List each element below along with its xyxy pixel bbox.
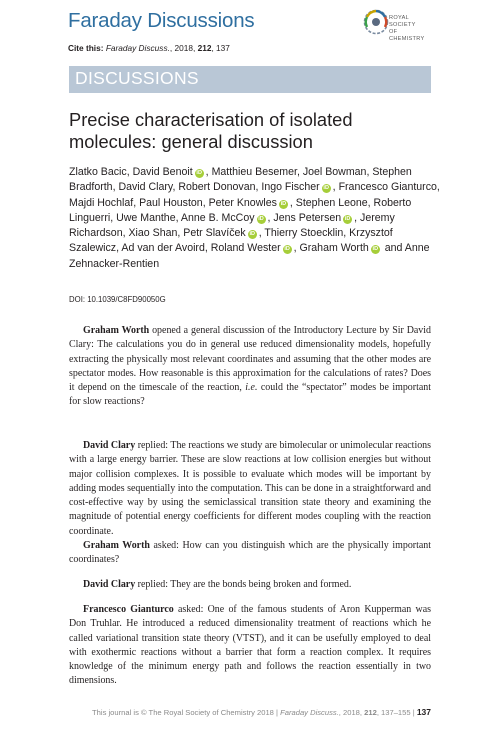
paragraph-3 <box>69 539 431 568</box>
article-title: Precise characterisation of isolated molecules: general discussion <box>69 109 353 152</box>
author-name: Ingo Fischer <box>261 181 320 194</box>
paragraph-2 <box>69 439 431 539</box>
footer-separator: | <box>410 708 417 717</box>
orcid-icon[interactable]: iD <box>196 170 202 176</box>
rsc-logo <box>363 8 433 52</box>
citation-line <box>68 43 230 53</box>
footer-volume: 212 <box>364 708 377 717</box>
section-banner <box>69 66 431 93</box>
rsc-logo-icon <box>363 8 389 42</box>
paragraph-text: replied: They are the bonds being broken and formed. <box>135 579 352 590</box>
footer-pages: , 137–155 <box>376 708 411 717</box>
author-name: David Benoit <box>132 166 193 178</box>
footer-separator: | <box>273 708 281 717</box>
paragraph-text: asked: One of the famous students of Aron Kupperman was Don Truhlar. He introduced a reduced dimensionality treatment of reactions which he called variational transition state theory (VTST), and it can be usefully employed to deal with exothermic reactions without a barrier that form a reaction complex. It requires knowledge of the minimum energy path and follows the reaction essentially in two dimensions. <box>69 604 431 687</box>
page-footer <box>0 707 431 717</box>
paragraph-text: replied: The reactions we study are bimolecular or unimolecular reactions with a large energy barrier. These are slow reactions at low collision energies but without major collision complexes. It is possible to evaluate which modes will be important by adding modes sequentially into the computation. This can be done in a straightforward and cost-effective way by using the semiclassical transition state theory and examining the magnitude of potential energy coefficients for different modes coupling with the reaction coordinate. <box>69 440 432 537</box>
doi-link[interactable]: DOI: 10.1039/C8FD90050G <box>69 295 166 304</box>
paragraph-5 <box>69 603 431 689</box>
orcid-icon[interactable]: iD <box>249 231 255 238</box>
cite-year: , 2018, <box>169 43 198 53</box>
paragraph-text: asked: How can you distinguish which are the physically important coordinates? <box>69 540 432 566</box>
author-name: Roland Wester <box>210 242 281 255</box>
author-name: Stephen Bradforth <box>69 166 412 194</box>
author-name: Francesco Gianturco <box>338 181 437 194</box>
author-name: Paul Houston <box>139 196 203 209</box>
cite-journal: Faraday Discuss. <box>105 43 170 53</box>
orcid-icon[interactable]: iD <box>372 246 379 253</box>
author-name: Zlatko Bacic <box>69 166 127 178</box>
speaker-name: David Clary <box>83 440 136 451</box>
author-name: Anne B. McCoy <box>180 211 255 224</box>
cite-volume: 212 <box>197 43 212 53</box>
orcid-icon[interactable]: iD <box>280 200 287 207</box>
speaker-name: David Clary <box>83 579 136 590</box>
author-name: David Clary <box>118 181 173 194</box>
author-name: Majdi Hochlaf <box>69 196 134 209</box>
author-name: Peter Knowles <box>208 196 277 209</box>
footer-journal: Faraday Discuss. <box>280 708 339 717</box>
paragraph-text: opened a general discussion of the Introductory Lecture by Sir David Clary: The calculations you do in general use reduced dimensionality models, hopefully extracting the physically most relevant coordinates and assuming that the other modes are spectator modes. How reasonable is this approximation for the calculations of rates? Does it depend on the timescale of the reaction, i.e. could the “spectator” modes be important for slow reactions? <box>69 325 431 408</box>
cite-pages: , 137 <box>211 43 230 53</box>
speaker-name: Francesco Gianturco <box>83 604 174 615</box>
author-name: Stephen Leone <box>295 196 368 209</box>
author-list: Zlatko Bacic, David Benoit iD , Matthieu Besemer, Joel Bowman, Stephen Bradforth, David Clary, Robert Donovan, Ingo Fischer iD , Francesco Gianturco, Majdi Hochlaf, Paul Houston, Peter Knowles iD , Stephen Leone, Roberto Linguerri, Uwe Manthe, Anne B. McCoy iD , Jens Petersen iD , Jeremy Richardson, Xiao Shan, Petr Slavíček iD , Thierry Stoecklin, Krzysztof Szalewicz, Ad van der Avoird, Roland Wester iD , Graham Worth iD and Anne Zehnacker-Rentien <box>69 166 440 270</box>
author-name: Xiao Shan <box>128 227 178 240</box>
author-name: Graham Worth <box>299 242 369 255</box>
author-name: Thierry Stoecklin <box>264 227 344 240</box>
author-name: Joel Bowman <box>302 166 367 178</box>
author-name: Anne Zehnacker-Rentien <box>69 242 430 270</box>
orcid-icon[interactable]: iD <box>344 215 351 222</box>
author-name: Uwe Manthe <box>116 211 176 224</box>
cite-prefix: Cite this: <box>68 43 106 53</box>
orcid-icon[interactable]: iD <box>258 215 264 222</box>
logo-text: ROYAL SOCIETY OF CHEMISTRY <box>389 15 425 42</box>
author-name: Matthieu Besemer <box>211 166 297 178</box>
author-name: Krzysztof Szalewicz <box>69 227 393 255</box>
author-name: Petr Slavíček <box>183 227 246 240</box>
paragraph-1 <box>69 324 431 410</box>
orcid-icon[interactable]: iD <box>323 185 329 192</box>
author-name: Jeremy Richardson <box>69 211 395 240</box>
orcid-icon[interactable]: iD <box>284 246 290 253</box>
section-label: DISCUSSIONS <box>75 68 199 88</box>
footer-copyright: This journal is © The Royal Society of Chemistry 2018 <box>92 708 274 717</box>
speaker-name: Graham Worth <box>83 325 150 336</box>
author-name: Jens Petersen <box>273 211 342 224</box>
author-name: Robert Donovan <box>178 181 256 194</box>
author-name: Ad van der Avoird <box>121 242 205 255</box>
paragraph-4 <box>69 578 431 592</box>
author-name: Roberto Linguerri <box>69 196 412 224</box>
footer-year: , 2018, <box>338 708 365 717</box>
journal-title: Faraday Discussions <box>68 9 255 32</box>
speaker-name: Graham Worth <box>83 540 150 551</box>
page-number: 137 <box>416 707 431 717</box>
